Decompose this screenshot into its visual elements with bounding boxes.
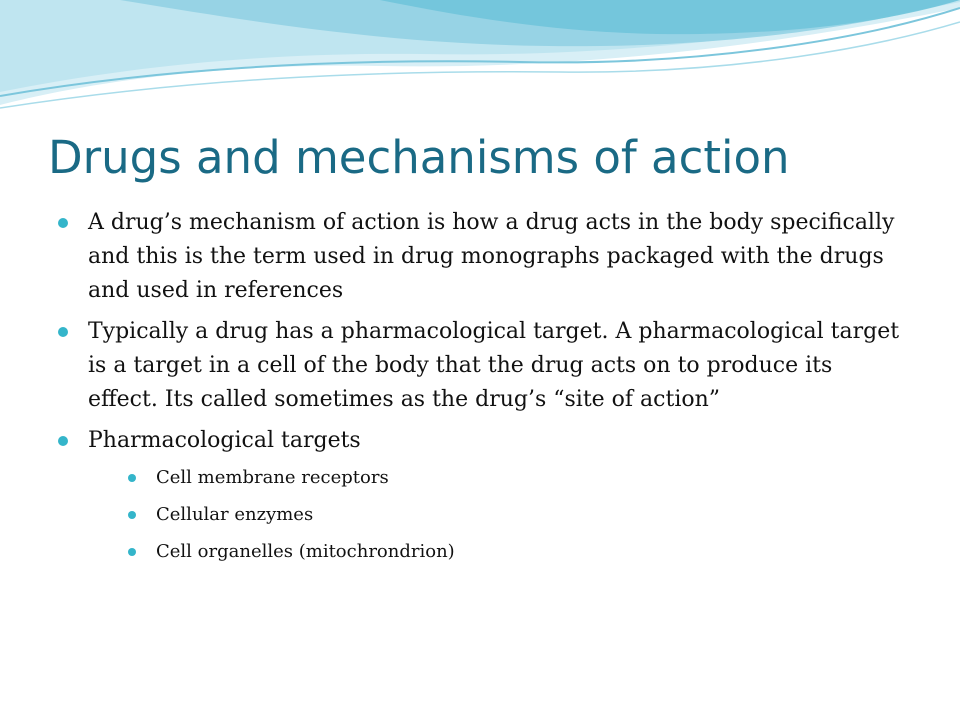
sub-bullet-list	[88, 462, 908, 568]
sub-bullet-text: Cell membrane receptors	[156, 467, 389, 488]
sub-bullet-marker-icon	[128, 511, 136, 519]
bullet-item	[58, 206, 908, 308]
bullet-marker-icon	[58, 327, 68, 337]
bullet-text: Typically a drug has a pharmacological target. A pharmacological target is a target in a cell of the body that the drug acts on to produce its effect. Its called sometimes as the drug’s “site of action”	[88, 319, 900, 412]
bullet-list	[58, 206, 908, 575]
sub-bullet-item	[128, 462, 908, 494]
sub-bullet-text: Cell organelles (mitochrondrion)	[156, 541, 455, 562]
bullet-text: Pharmacological targets	[88, 428, 361, 453]
slide-title: Drugs and mechanisms of action	[48, 131, 790, 184]
bullet-text: A drug’s mechanism of action is how a drug acts in the body specifically and this is the term used in drug monographs packaged with the drugs and used in references	[88, 210, 895, 303]
header-wave-decoration	[0, 0, 960, 120]
bullet-marker-icon	[58, 436, 68, 446]
bullet-item	[58, 315, 908, 417]
sub-bullet-item	[128, 536, 908, 568]
sub-bullet-marker-icon	[128, 548, 136, 556]
bullet-item	[58, 424, 908, 568]
sub-bullet-marker-icon	[128, 474, 136, 482]
sub-bullet-item	[128, 499, 908, 531]
bullet-marker-icon	[58, 218, 68, 228]
sub-bullet-text: Cellular enzymes	[156, 504, 314, 525]
